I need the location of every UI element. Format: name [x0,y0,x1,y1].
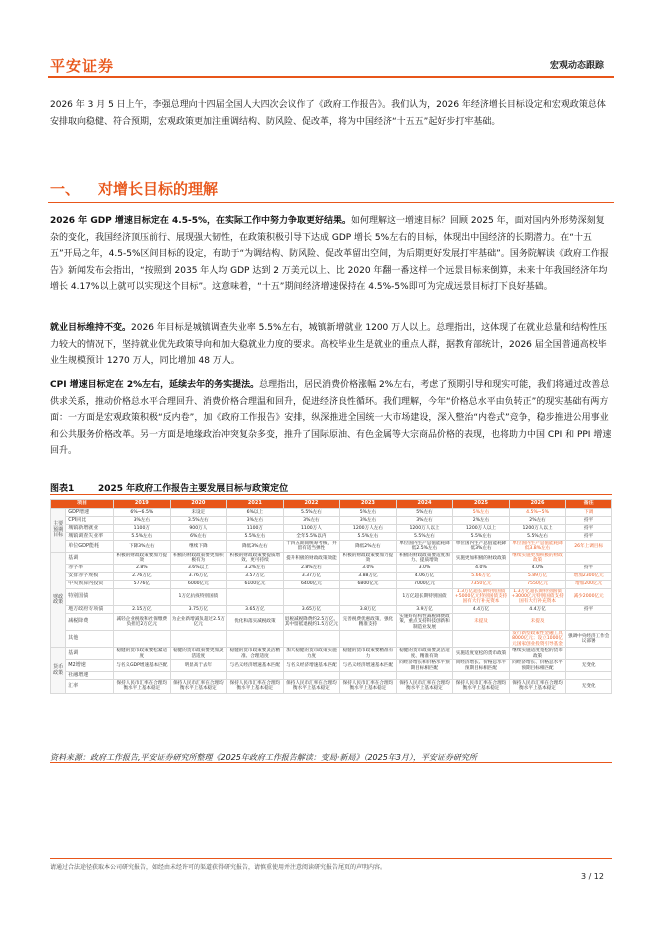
table-cell: 加大稳健的货币政策实施力度 [283,648,340,660]
table-cell: 2%左右 [453,517,510,525]
footer-disclaimer: 请通过合法途径获取本公司研究报告，如经由未经许可的渠道获得研究报告，请慎重使用并注意阅读研究报告尾页的声明内容。 [50,858,612,871]
table-cell: 1100万 [227,525,284,533]
table-cell: 稳健的货币政策要精准有力 [340,648,397,660]
table-cell: 1100万人 [283,525,340,533]
table-cell: 7000亿元 [396,580,453,588]
table-cell [566,552,612,564]
table-cell: 1.3万亿超长期特别国债+3000亿元特别国债支持国有大行补充资本 [509,588,566,605]
table-cell: 4.0% [509,564,566,572]
row-group-label: 财政政策 [51,552,66,647]
table-cell: 保持人民币汇率在合理均衡水平上基本稳定 [283,679,340,693]
table-cell: 下降3%左右 [114,541,171,553]
table-cell: 5.5%左右 [283,509,340,517]
table-cell: 积极的财政政策要更加积极有为 [170,552,227,564]
table-cell: 保持人民币汇率在合理均衡水平上基本稳定 [340,679,397,693]
table-cell: 积极的财政政策要加力提效 [340,552,397,564]
table-cell [566,648,612,660]
table-cell: 7550亿元 [509,580,566,588]
employment-lead: 就业目标维持不变。 [50,323,132,333]
table-row [51,572,612,580]
row-label: 单位GDP能耗 [66,541,114,553]
employment-body: 2026 年目标是城镇调查失业率 5.5%左右，城镇新增就业 1200 万人以上。总理指出，这体现了在就业总量和结构性压力较大的情况下，坚持就业优先政策导向和加大稳就业力度的要求。高校毕业生是就业的重点人群，据教育部统计，2026 届全国普通高校毕业生规模预计 1270 万人，同比增加 48 万人。 [50,323,608,366]
table-cell: 5%左右 [340,509,397,517]
table-cell: 稳健的货币政策要更加灵活适度 [170,648,227,660]
table-cell: 5.5%左右 [453,533,510,541]
table-cell: 4.06万亿 [396,572,453,580]
table-cell: 与名义经济增速基本匹配 [227,660,284,672]
table-cell: 未提及 [453,613,510,630]
table-cell [114,588,171,605]
table-cell: 3.65万亿 [227,605,284,613]
table-cell: 增加200亿元 [566,580,612,588]
row-label: 特别国债 [66,588,114,605]
table-cell: 3.76万亿 [170,572,227,580]
table-cell: 同经济增长、价格总水平预期目标相匹配 [453,660,510,672]
table-row [51,525,612,533]
table-cell: 保持人民币汇率在合理均衡水平上基本稳定 [453,679,510,693]
table-cell [114,631,171,648]
table-cell: 为企业新增减负超过2.5万亿元 [170,613,227,630]
table-cell: 减轻企业税收和社保缴费负担近2万亿元 [114,613,171,630]
table-row [51,552,612,564]
table-cell: 1100万 [114,525,171,533]
page-number: 3 / 12 [580,872,604,881]
table-cell [509,671,566,679]
table-cell: 5776亿 [114,580,171,588]
table-cell: 持平 [566,564,612,572]
table-cell: 发行新型政策性金融工具8000亿元；设立1000亿元国家创业投资引导基金 [509,631,566,648]
table-cell: 3%左右 [396,517,453,525]
table-cell: 无变化 [566,679,612,693]
table-cell: 3.8万亿 [340,605,397,613]
row-group-label: 货币政策 [51,648,66,694]
table-cell: 持平 [566,525,612,533]
table-cell: 持平 [566,517,612,525]
table-cell: 5.66万亿 [453,572,510,580]
cpi-lead: CPI 增速目标定在 2%左右，延续去年的务实提法。 [50,380,260,390]
table-cell: 3%左右 [340,517,397,525]
section-divider [48,202,614,203]
table-cell: 6000亿元 [170,580,227,588]
table-cell: 3.9万亿 [396,605,453,613]
table-row [51,631,612,648]
table-cell: 3.65万亿 [283,605,340,613]
row-label: GDP增速 [66,509,114,517]
table-cell: 6800亿元 [340,580,397,588]
table-cell: 保持人民币汇率在合理均衡水平上基本稳定 [114,679,171,693]
row-label: 基调 [66,552,114,564]
table-row [51,517,612,525]
table-cell: 退税减税降费约2.5万亿，其中留抵退税约1.5万亿元 [283,613,340,630]
table-cell: 3.6%以上 [170,564,227,572]
table-cell: 全年5.5%以内 [283,533,340,541]
table-cell: 实施更加积极的财政政策 [453,552,510,564]
table-cell: 1万亿超长期特别国债 [396,588,453,605]
table-row [51,564,612,572]
table-cell: 3.88万亿 [340,572,397,580]
figure-number: 图表1 [50,484,75,494]
table-cell: 保持人民币汇率在合理均衡水平上基本稳定 [170,679,227,693]
table-cell: 5.5%左右 [340,533,397,541]
row-label: 地方政府专项债 [66,605,114,613]
row-label: 城镇调查失业率 [66,533,114,541]
table-cell: 5%左右 [396,509,453,517]
table-cell: 持平 [566,533,612,541]
table-cell [227,588,284,605]
row-label: 中央预算内投资 [66,580,114,588]
table-cell: 1200万人以上 [453,525,510,533]
table-cell [170,671,227,679]
table-cell: 保持人民币汇率在合理均衡水平上基本稳定 [396,679,453,693]
table-row [51,660,612,672]
figure-title: 2025 年政府工作报告主要发展目标与政策定位 [98,484,289,494]
table-cell: 3%左右 [227,517,284,525]
table-cell: 与名义经济增速基本匹配 [283,660,340,672]
table-cell: 3.5%左右 [170,517,227,525]
table-cell [566,613,612,630]
table-cell: 3.37万亿 [283,572,340,580]
table-cell [453,671,510,679]
section-number: 一、 [50,180,81,198]
row-label: 赤字率 [66,564,114,572]
table-cell: 十四五期间统筹考核，并留有适当弹性 [283,541,340,553]
row-label: 基调 [66,648,114,660]
table-cell: 实施适度宽松的货币政策 [453,648,510,660]
table-cell: 积极的财政政策要提质增效、更可持续 [227,552,284,564]
table-row [51,679,612,693]
table-header-cell: 2021 [227,500,284,509]
table-cell: 2%左右 [509,517,566,525]
table-cell: 2.8%左右 [283,564,340,572]
table-cell [170,631,227,648]
table-cell [340,671,397,679]
table-cell: 4.0% [453,564,510,572]
row-label: 其他 [66,631,114,648]
table-cell: 2.8% [114,564,171,572]
table-cell: 5.5%左右 [396,533,453,541]
table-cell: 稳健的货币政策要灵活适度、精准有效 [396,648,453,660]
table-header-cell: 2022 [283,500,340,509]
table-cell: 3%左右 [114,517,171,525]
row-label: 汇率 [66,679,114,693]
table-cell [283,671,340,679]
table-cell: 同经济增长、价格总水平预期目标相匹配 [509,660,566,672]
table-cell: 稳健的货币政策要松紧适度 [114,648,171,660]
table-cell: 保持人民币汇率在合理均衡水平上基本稳定 [227,679,284,693]
table-cell: 7350亿元 [453,580,510,588]
row-label: 安排赤字规模 [66,572,114,580]
table-header-cell: 2024 [396,500,453,509]
table-cell: 4.4万亿 [453,605,510,613]
table-cell: 继续实施更加积极的财政政策 [509,552,566,564]
employment-paragraph [50,320,612,370]
table-cell [283,588,340,605]
header-divider [48,76,614,78]
table-cell: 同经济增长和价格水平预期目标相匹配 [396,660,453,672]
table-cell: 实施好结构性减税降费政策，重点支持科技创新和制造业发展 [396,613,453,630]
table-cell: 减少2000亿元 [566,588,612,605]
table-header-cell: 备注 [566,500,612,509]
table-header-cell: 2020 [170,500,227,509]
table-cell: 与名义GDP增速基本匹配 [114,660,171,672]
table-cell: 持平 [566,605,612,613]
table-cell: 单位国内生产总值能耗降低3.8%左右 [509,541,566,553]
table-cell [227,671,284,679]
table-cell: 积极的财政政策要加力提效 [114,552,171,564]
table-row [51,533,612,541]
table-cell: 4.4万亿 [509,605,566,613]
table-cell [566,671,612,679]
table-cell: 继续实施适度宽松的货币政策 [509,648,566,660]
table-cell: 稳健的货币政策要灵活精准、合理适度 [227,648,284,660]
table-cell: 1.3万亿超长期特别国债+5000亿元特别国债支持国有大行补充资本 [453,588,510,605]
section-heading [50,178,218,199]
row-label: 社融增速 [66,671,114,679]
table-cell: 4.5%~5% [509,509,566,517]
table-cell: 与名义经济增速基本匹配 [340,660,397,672]
table-cell: 未设定 [170,509,227,517]
table-cell: 3.2%左右 [227,564,284,572]
row-label: 城镇新增就业 [66,525,114,533]
table-row [51,648,612,660]
table-cell: 积极的财政政策要适度加力、提质增效 [396,552,453,564]
table-row [51,509,612,517]
section-title: 对增长目标的理解 [98,180,219,198]
table-cell: 5.5%左右 [509,533,566,541]
table-cell: 明显高于去年 [170,660,227,672]
row-label: CPI同比 [66,517,114,525]
table-row [51,588,612,605]
table-cell: 单位国内生产总值能耗降低3%左右 [453,541,510,553]
table-cell: 6%左右 [170,533,227,541]
table-cell: 3%左右 [283,517,340,525]
table-cell: 完善税费优惠政策，强化精准支持 [340,613,397,630]
table-row [51,671,612,679]
gdp-body: 如何理解这一增速目标？回顾 2025 年，面对国内外形势深刻复杂的变化，我国经济顶压前行、展现强大韧性，在政策积极引导下达成 GDP 增长 5%左右的目标，体现出中国经济的长期潜力。在“十五五”开局之年，4.5-5%区间目标的设定，有助于“为调结构、防风险、促改革留出空间，为后期更好发展打牢基础”。国务院解读《政府工作报告》新闻发布会指出，“按照到 2035 年人均 GDP 达到 2 万美元以上、比 2020 年翻一番这样一个远景目标来倒算，未来十年我国经济年均增长 4.17%以上就可以实现这个目标”。这意味着，“十五”期间经济增速保持在 4.5%-5%即可为完成远景目标打下良好基础。 [50,216,609,292]
table-cell: 5.5%左右 [227,533,284,541]
table-cell: 增加2300亿元 [566,572,612,580]
cpi-body: 总理指出，居民消费价格涨幅 2%左右，考虑了预期引导和现实可能，我们将通过改善总供求关系，推动价格总水平合理回升、消费价格合理温和回升，促进经济良性循环。我们理解，今年“价格总水平由负转正”的现实基础有两方面：一方面是宏观政策积极“反内卷”，加《政府工作报告》安排，纵深推进全国统一大市场建设，深入整治“内卷式”竞争，稳步推进公用事业和公共服务价格改革。另一方面是地缘政治冲突复杂多变，推升了国际原油、有色金属等大宗商品价格的表现，也将助力中国 CPI 和 PPI 增速回升。 [50,380,612,456]
table-header-cell: 2026 [509,500,566,509]
table-cell: 降低2%左右 [340,541,397,553]
table-cell: 单位国内生产总值能耗降低2.5%左右 [396,541,453,553]
table-cell: 1200万人以上 [396,525,453,533]
table-cell: 1200万人以上 [509,525,566,533]
table-cell: 5.89万亿 [509,572,566,580]
row-group-label: 主要预期目标 [51,509,66,553]
table-cell: 提升积极的财政政策效能 [283,552,340,564]
table-cell: 5.5%左右 [114,533,171,541]
table-cell: 900万人 [170,525,227,533]
table-cell: 1200万人左右 [340,525,397,533]
row-label: 减税降费 [66,613,114,630]
table-cell: 6400亿元 [283,580,340,588]
table-header-cell: 2019 [114,500,171,509]
source-note: 资料来源：政府工作报告,平安证券研究所整理《2025年政府工作报告解读：变局·新局》（2025年3月），平安证券研究所 [50,752,612,763]
table-cell: 3.57万亿 [227,572,284,580]
table-cell: 3.0% [340,564,397,572]
table-cell: 5%左右 [453,509,510,517]
table-cell: 保持人民币汇率在合理均衡水平上基本稳定 [509,679,566,693]
table-cell: 2.76万亿 [114,572,171,580]
table-cell: 降低3%左右 [227,541,284,553]
intro-paragraph: 2026 年 3 月 5 日上午，李强总理向十四届全国人大四次会议作了《政府工作报告》。我们认为，2026 年经济增长目标设定和宏观政策总体安排取向稳健、符合预期，宏观政策更加注重调结构、防风险、促改革，将为中国经济“十五五”起好步打牢基础。 [50,100,606,127]
gdp-lead: 2026 年 GDP 增速目标定在 4.5-5%，在实际工作中努力争取更好结果。 [50,216,351,226]
table-row [51,580,612,588]
table-row [51,613,612,630]
table-cell: 下调 [566,509,612,517]
gdp-paragraph [50,213,612,296]
table-cell: 1万亿抗疫特别国债 [170,588,227,605]
table-header-cell: 2023 [340,500,397,509]
table-cell: 优化和落实减税政策 [227,613,284,630]
table-row [51,541,612,553]
table-cell [227,631,284,648]
table-cell: 6100亿元 [227,580,284,588]
table-cell: 6%以上 [227,509,284,517]
table-cell [114,671,171,679]
policy-targets-table [50,499,612,694]
figure-caption [50,481,612,495]
table-cell: 2.15万亿 [114,605,171,613]
table-cell [396,671,453,679]
table-cell: 强调中央经济工作会议部署 [566,631,612,648]
table-cell: 未提及 [509,613,566,630]
table-cell: 继续下降 [170,541,227,553]
table-header-cell: 2025 [453,500,510,509]
row-label: M2增速 [66,660,114,672]
table-cell: 3.75万亿 [170,605,227,613]
table-cell [283,631,340,648]
table-cell [340,588,397,605]
company-logo: 平安证券 [50,57,115,75]
table-row [51,605,612,613]
table-header-row [51,500,612,509]
table-header-cell: 项目 [51,500,114,509]
table-cell: 3.0% [396,564,453,572]
table-cell [396,631,453,648]
cpi-paragraph [50,377,612,460]
table-cell [453,631,510,648]
table-cell: 6%~6.5% [114,509,171,517]
table-cell: 26年上调目标 [566,541,612,553]
table-cell [340,631,397,648]
report-type: 宏观动态跟踪 [549,61,604,71]
table-cell: 无变化 [566,660,612,672]
